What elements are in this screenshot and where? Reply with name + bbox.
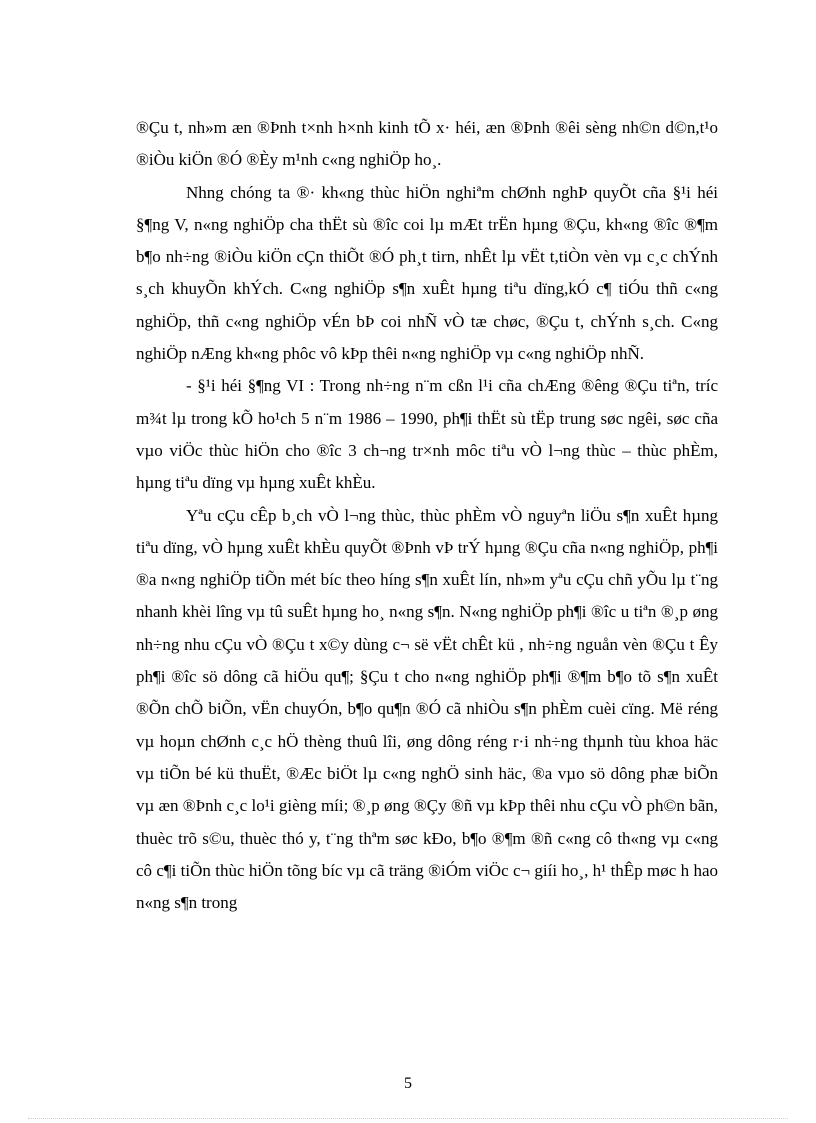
page-number: 5 xyxy=(404,1075,412,1092)
paragraph-2: Nhng chóng ta ®· kh«ng thùc hiÖn nghiªm chØnh nghÞ quyÕt cña §¹i héi §¶ng V, n«ng nghiÖp cha thËt sù ®îc coi lµ mÆt trËn hµng ®Çu, kh«ng ®îc ®¶m b¶o nh÷ng ®iÒu kiÖn cÇn thiÕt ®Ó ph¸t tirn, nhÊt lµ vËt t,tiÒn vèn vµ c¸c chÝnh s¸ch khuyÕn khÝch. C«ng nghiÖp s¶n xuÊt hµng tiªu dïng,kÓ c¶ tiÓu thñ c«ng nghiÖp, thñ c«ng nghiÖp vÉn bÞ coi nhÑ vÒ tæ chøc, ®Çu t, chÝnh s¸ch. C«ng nghiÖp nÆng kh«ng phôc vô kÞp thêi n«ng nghiÖp vµ c«ng nghiÖp nhÑ. xyxy=(136,182,723,364)
paragraph-3: - §¹i héi §¶ng VI : Trong nh÷ng n¨m cßn l¹i cña chÆng ®êng ®Çu tiªn, tríc m¾t lµ trong kÕ ho¹ch 5 n¨m 1986 – 1990, ph¶i thËt sù tËp trung søc ngêi, søc cña vµo viÖc thùc hiÖn cho ®îc 3 ch¬ng tr×nh môc tiªu vÒ l¬ng thùc – thùc phÈm, hµng tiªu dïng vµ hµng xuÊt khÈu. xyxy=(136,376,723,493)
paragraph-4: Yªu cÇu cÊp b¸ch vÒ l¬ng thùc, thùc phÈm vÒ nguyªn liÖu s¶n xuÊt hµng tiªu dïng, vÒ hµng xuÊt khÈu quyÕt ®Þnh vÞ trÝ hµng ®Çu cña n«ng nghiÖp, ph¶i ®a n«ng nghiÖp tiÕn mét bíc theo híng s¶n xuÊt lín, nh»m yªu cÇu chñ yÕu lµ t¨ng nhanh khèi lîng vµ tû suÊt hµng ho¸ n«ng s¶n. N«ng nghiÖp ph¶i ®îc u tiªn ®¸p øng nh÷ng nhu cÇu vÒ ®Çu t x©y dùng c¬ së vËt chÊt kü , nh÷ng nguån vèn ®Çu t Êy ph¶i ®îc sö dông cã hiÖu qu¶; §Çu t cho n«ng nghiÖp ph¶i ®¶m b¶o tõ s¶n xuÊt ®Õn chÕ biÕn, vËn chuyÓn, b¶o qu¶n ®Ó cã nhiÒu s¶n phÈm cuèi cïng. Më réng vµ hoµn chØnh c¸c hÖ thèng thuû lîi, øng dông réng r·i nh÷ng thµnh tùu khoa häc vµ tiÕn bé kü thuËt, ®Æc biÖt lµ c«ng nghÖ sinh häc, ®a vµo sö dông phæ biÕn vµ æn ®Þnh c¸c lo¹i gièng míi; ®¸p øng ®Çy ®ñ vµ kÞp thêi nhu cÇu vÒ ph©n bãn, thuèc trõ s©u, thuèc thó y, t¨ng thªm søc kÐo, b¶o ®¶m ®ñ c«ng cô th«ng vµ c«ng cô c¶i tiÕn thùc hiÖn tõng bíc vµ cã träng ®iÓm viÖc c¬ giíi ho¸, h¹ thÊp møc h hao n«ng s¶n trong xyxy=(136,505,723,913)
page-bottom-divider xyxy=(28,1118,788,1119)
paragraph-1: ®Çu t, nh»m æn ®Þnh t×nh h×nh kinh tÕ x· héi, æn ®Þnh ®êi sèng nh©n d©n,t¹o ®iÒu kiÖn ®Ó ®Èy m¹nh c«ng nghiÖp ho¸. xyxy=(136,118,723,170)
body-text xyxy=(136,112,723,919)
